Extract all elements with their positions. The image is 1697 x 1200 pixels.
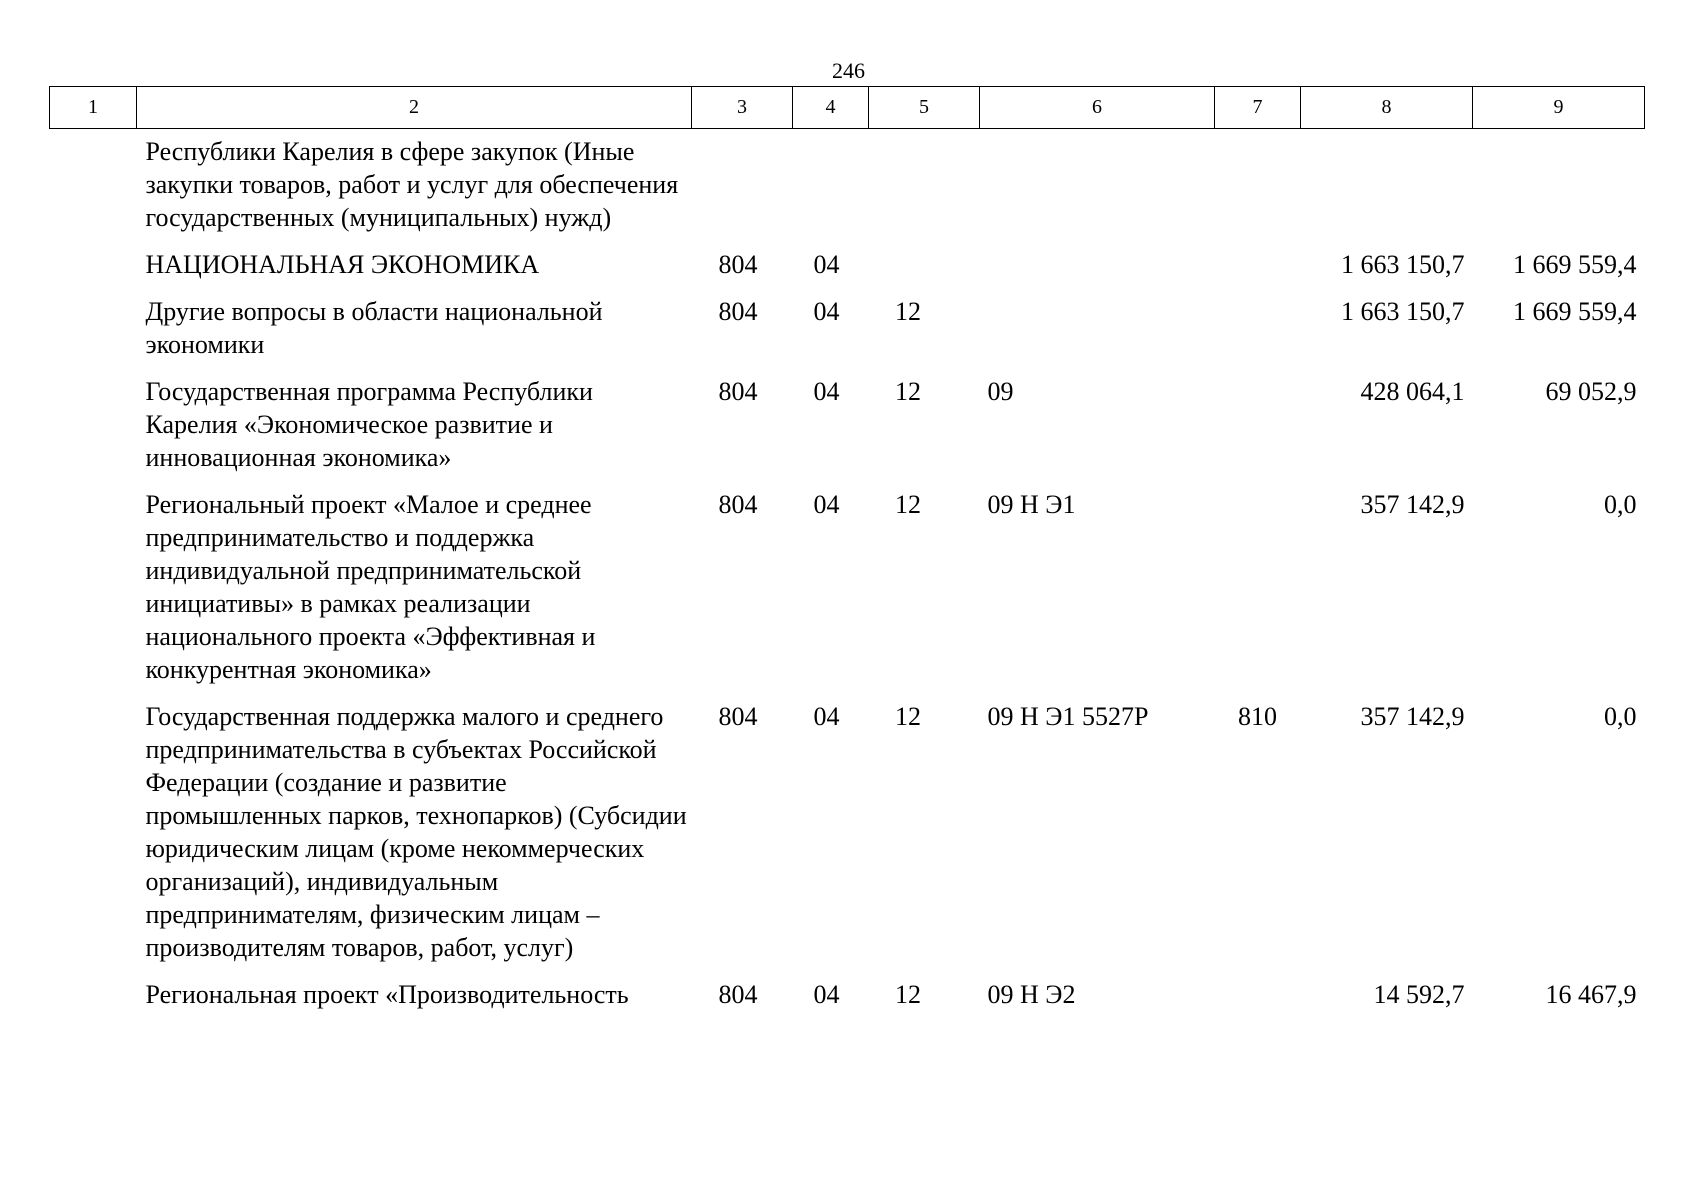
column-header-9: 9 — [1473, 87, 1645, 129]
expense-type-cell — [1215, 970, 1301, 1017]
subsection-code-cell: 12 — [895, 297, 921, 326]
amount-cell-col8: 1 663 150,7 — [1341, 297, 1465, 326]
amount-cell-col9: 16 467,9 — [1545, 980, 1637, 1009]
table-row — [50, 970, 1645, 1017]
page-number: 246 — [832, 58, 865, 83]
amount-cell-col9: 1 669 559,4 — [1513, 250, 1637, 279]
subsection-code-cell — [869, 129, 980, 241]
expense-type-cell — [1215, 129, 1301, 241]
table-body — [50, 129, 1645, 1018]
expense-type-cell: 810 — [1238, 702, 1277, 731]
section-code-cell — [793, 129, 869, 241]
table-row — [50, 287, 1645, 367]
column-header-7: 7 — [1215, 87, 1301, 129]
subsection-code-cell — [869, 240, 980, 287]
section-code-cell: 04 — [813, 490, 840, 519]
section-code-cell: 04 — [813, 377, 840, 406]
item-name-cell: Другие вопросы в области национальной экономики — [145, 297, 603, 359]
target-article-cell — [980, 287, 1215, 367]
column-header-6: 6 — [980, 87, 1215, 129]
ministry-code-cell: 804 — [718, 297, 758, 326]
column-header-2: 2 — [137, 87, 692, 129]
table-row — [50, 240, 1645, 287]
amount-cell-col9: 0,0 — [1604, 702, 1637, 731]
expense-type-cell — [1215, 287, 1301, 367]
amount-cell-col8: 14 592,7 — [1373, 980, 1465, 1009]
section-code-cell: 04 — [813, 702, 840, 731]
ministry-code-cell: 804 — [718, 377, 758, 406]
ministry-code-cell: 804 — [718, 702, 758, 731]
table-header — [50, 87, 1645, 129]
column-header-8: 8 — [1301, 87, 1473, 129]
subsection-code-cell: 12 — [895, 702, 921, 731]
subsection-code-cell: 12 — [895, 377, 921, 406]
expense-type-cell — [1215, 367, 1301, 480]
expense-type-cell — [1215, 480, 1301, 692]
row-index-cell — [50, 240, 137, 287]
item-name-cell: Региональный проект «Малое и среднее предпринимательство и поддержка индивидуальной предпринимательской инициативы» в рамках реализации национального проекта «Эффективная и конкурентная экономика» — [145, 490, 596, 684]
table-row — [50, 129, 1645, 241]
amount-cell-col8: 428 064,1 — [1360, 377, 1465, 406]
target-article-cell: 09 Н Э1 5527Р — [987, 702, 1149, 731]
table-row — [50, 692, 1645, 970]
row-index-cell — [50, 480, 137, 692]
target-article-cell: 09 Н Э1 — [987, 490, 1076, 519]
amount-cell-col9: 1 669 559,4 — [1513, 297, 1637, 326]
amount-cell-col8: 1 663 150,7 — [1341, 250, 1465, 279]
ministry-code-cell — [692, 129, 793, 241]
section-code-cell: 04 — [813, 980, 840, 1009]
target-article-cell: 09 Н Э2 — [987, 980, 1076, 1009]
item-name-cell: НАЦИОНАЛЬНАЯ ЭКОНОМИКА — [145, 250, 540, 279]
target-article-cell — [980, 240, 1215, 287]
row-index-cell — [50, 129, 137, 241]
subsection-code-cell: 12 — [895, 490, 921, 519]
ministry-code-cell: 804 — [718, 250, 758, 279]
column-header-1: 1 — [50, 87, 137, 129]
item-name-cell: Региональная проект «Производительность — [145, 980, 629, 1009]
subsection-code-cell: 12 — [895, 980, 921, 1009]
column-header-4: 4 — [793, 87, 869, 129]
row-index-cell — [50, 970, 137, 1017]
ministry-code-cell: 804 — [718, 980, 758, 1009]
target-article-cell: 09 — [987, 377, 1014, 406]
amount-cell-col9: 69 052,9 — [1545, 377, 1637, 406]
item-name-cell: Республики Карелия в сфере закупок (Иные закупки товаров, работ и услуг для обеспечения государственных (муниципальных) нужд) — [145, 137, 679, 232]
amount-cell-col9: 0,0 — [1604, 490, 1637, 519]
section-code-cell: 04 — [813, 297, 840, 326]
column-header-3: 3 — [692, 87, 793, 129]
amount-cell-col8 — [1301, 129, 1473, 241]
column-header-5: 5 — [869, 87, 980, 129]
target-article-cell — [980, 129, 1215, 241]
ministry-code-cell: 804 — [718, 490, 758, 519]
table-row — [50, 480, 1645, 692]
item-name-cell: Государственная программа Республики Карелия «Экономическое развитие и инновационная экономика» — [145, 377, 593, 472]
header-row — [50, 87, 1645, 129]
row-index-cell — [50, 692, 137, 970]
table-row — [50, 367, 1645, 480]
budget-table-container — [49, 86, 1644, 1017]
section-code-cell: 04 — [813, 250, 840, 279]
amount-cell-col9 — [1473, 129, 1645, 241]
budget-table — [49, 86, 1645, 1017]
item-name-cell: Государственная поддержка малого и среднего предпринимательства в субъектах Российской Федерации (создание и развитие промышленных парков, технопарков) (Субсидии юридическим лицам (кроме некоммерческих организаций), индивидуальным предпринимателям, физическим лицам – производителям товаров, работ, услуг) — [145, 702, 687, 962]
amount-cell-col8: 357 142,9 — [1360, 702, 1465, 731]
row-index-cell — [50, 367, 137, 480]
row-index-cell — [50, 287, 137, 367]
amount-cell-col8: 357 142,9 — [1360, 490, 1465, 519]
expense-type-cell — [1215, 240, 1301, 287]
